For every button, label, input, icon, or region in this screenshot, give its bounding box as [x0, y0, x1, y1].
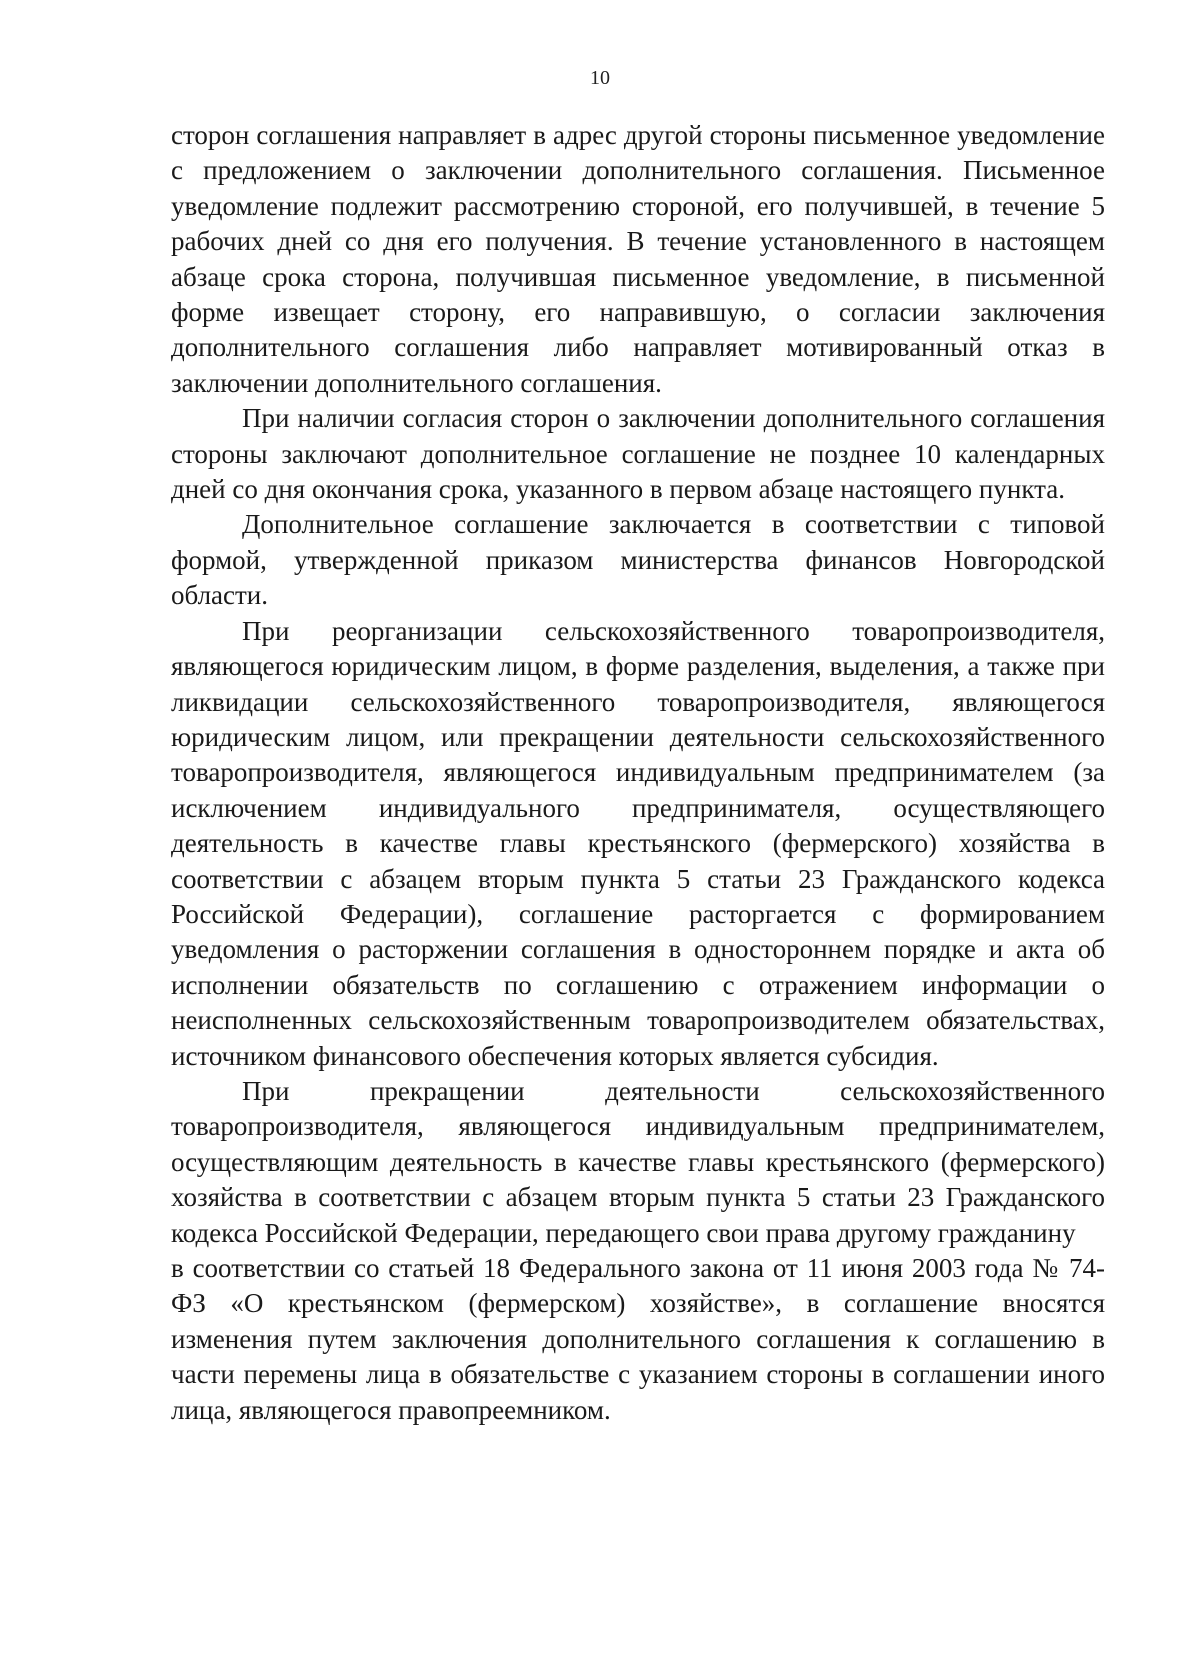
paragraph-6: в соответствии со статьей 18 Федерального закона от 11 июня 2003 года № 74-ФЗ «О крестьянском (фермерском) хозяйстве», в соглашение вносятся изменения путем заключения дополнительного соглашения к соглашению в части перемены лица в обязательстве с указанием стороны в соглашении иного лица, являющегося правопреемником.	[171, 1253, 1105, 1425]
document-body	[171, 118, 1105, 1428]
paragraph-1: сторон соглашения направляет в адрес другой стороны письменное уведомление с предложением о заключении дополнительного соглашения. Письменное уведомление подлежит рассмотрению стороной, его получившей, в течение 5 рабочих дней со дня его получения. В течение установленного в настоящем абзаце срока сторона, получившая письменное уведомление, в письменной форме извещает сторону, его направившую, о согласии заключения дополнительного соглашения либо направляет мотивированный отказ в заключении дополнительного соглашения.	[171, 120, 1105, 398]
page-number: 10	[590, 67, 610, 89]
paragraph-2: При наличии согласия сторон о заключении дополнительного соглашения стороны заключают дополнительное соглашение не позднее 10 календарных дней со дня окончания срока, указанного в первом абзаце настоящего пункта.	[171, 403, 1105, 505]
paragraph-3: Дополнительное соглашение заключается в соответствии с типовой формой, утвержденной приказом министерства финансов Новгородской области.	[171, 509, 1105, 611]
paragraph-4: При реорганизации сельскохозяйственного товаропроизводителя, являющегося юридическим лицом, в форме разделения, выделения, а также при ликвидации сельскохозяйственного товаропроизводителя, являющегося юридическим лицом, или прекращении деятельности сельскохозяйственного товаропроизводителя, являющегося индивидуальным предпринимателем (за исключением индивидуального предпринимателя, осуществляющего деятельность в качестве главы крестьянского (фермерского) хозяйства в соответствии с абзацем вторым пункта 5 статьи 23 Гражданского кодекса Российской Федерации), соглашение расторгается с формированием уведомления о расторжении соглашения в одностороннем порядке и акта об исполнении обязательств по соглашению с отражением информации о неисполненных сельскохозяйственным товаропроизводителем обязательствах, источником финансового обеспечения которых является субсидия.	[171, 615, 1105, 1071]
paragraph-5: При прекращении деятельности сельскохозяйственного товаропроизводителя, являющегося индивидуальным предпринимателем, осуществляющим деятельность в качестве главы крестьянского (фермерского) хозяйства в соответствии с абзацем вторым пункта 5 статьи 23 Гражданского кодекса Российской Федерации, передающего свои права другому гражданину	[171, 1075, 1105, 1248]
